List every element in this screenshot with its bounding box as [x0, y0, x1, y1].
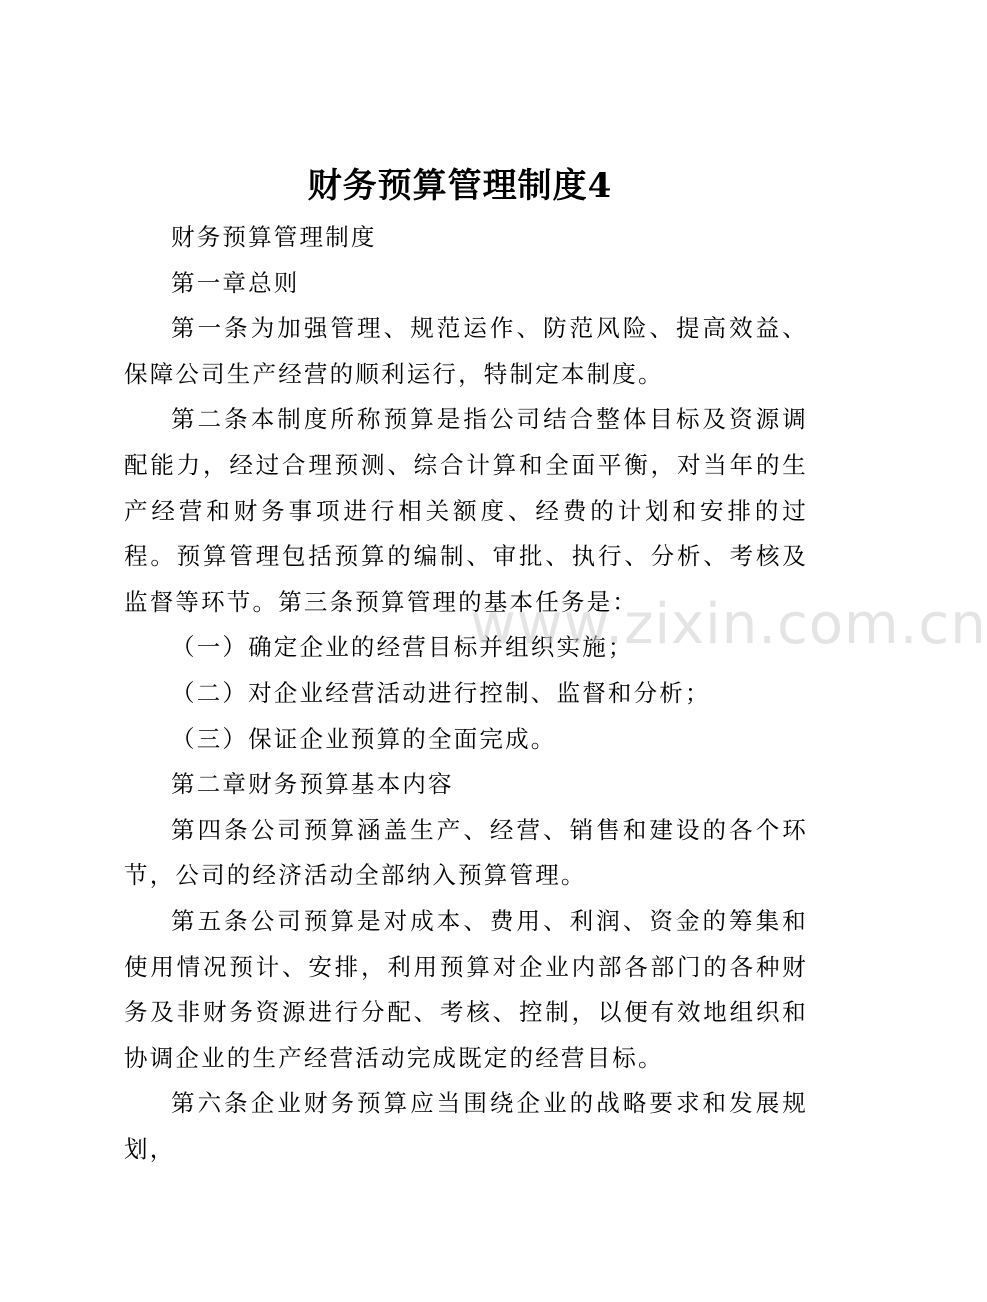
watermark-text: www.zixin.com.cn	[470, 592, 987, 657]
paragraph-article-6: 第六条企业财务预算应当围绕企业的战略要求和发展规划，	[124, 1089, 808, 1163]
paragraph-task-2: （二）对企业经营活动进行控制、监督和分析；	[171, 678, 711, 707]
document-title: 财务预算管理制度4	[307, 166, 613, 206]
paragraph-doc-name: 财务预算管理制度	[171, 223, 377, 251]
paragraph-article-2: 第二条本制度所称预算是指公司结合整体目标及资源调配能力，经过合理预测、综合计算和全面平衡，对当年的生产经营和财务事项进行相关额度、经费的计划和安排的过程。预算管理包括预算的编制、审批、执行、分析、考核及监督等环节。第三条预算管理的基本任务是：	[124, 405, 808, 616]
paragraph-chapter-1: 第一章总则	[171, 268, 300, 297]
paragraph-task-3: （三）保证企业预算的全面完成。	[171, 724, 557, 753]
paragraph-article-5: 第五条公司预算是对成本、费用、利润、资金的筹集和使用情况预计、安排，利用预算对企业内部各部门的各种财务及非财务资源进行分配、考核、控制，以便有效地组织和协调企业的生产经营活动完成既定的经营目标。	[124, 906, 808, 1072]
paragraph-article-1: 第一条为加强管理、规范运作、防范风险、提高效益、保障公司生产经营的顺利运行，特制定本制度。	[124, 314, 808, 388]
paragraph-article-4: 第四条公司预算涵盖生产、经营、销售和建设的各个环节，公司的经济活动全部纳入预算管理。	[124, 815, 808, 890]
paragraph-task-1: （一）确定企业的经营目标并组织实施；	[171, 633, 634, 662]
document-body	[124, 215, 808, 1172]
paragraph-chapter-2: 第二章财务预算基本内容	[171, 770, 454, 799]
